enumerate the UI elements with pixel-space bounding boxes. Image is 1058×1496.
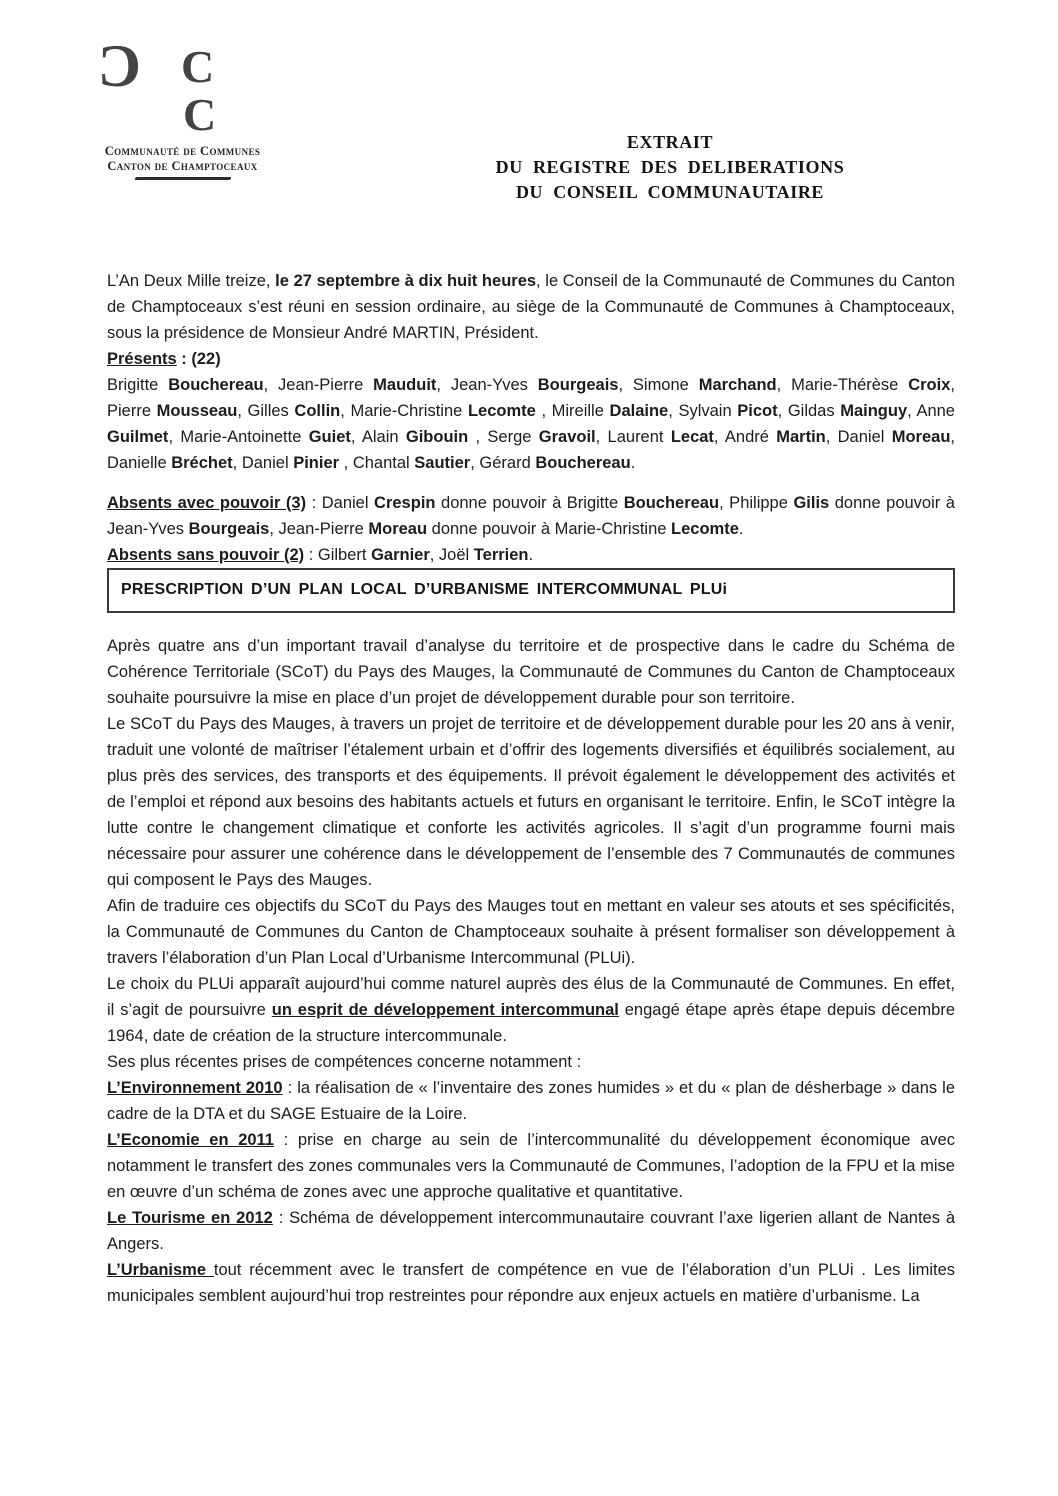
paragraph-scot-detail: Le SCoT du Pays des Mauges, à travers un projet de territoire et de développement durable pour les 20 ans à venir, traduit une volonté de maîtriser l’étalement urbain et d’offrir des logements diversifiés et équilibrés socialement, au plus près des services, des transports et des équipements. Il prévoit également le développement des activités et de l’emploi et répond aux besoins des habitants actuels et futurs en organisant le territoire. Enfin, le SCoT intègre la lutte contre le changement climatique et conforte les activités agricoles. Il s’agit d’un programme fourni mais nécessaire pour assurer une cohérence dans le développement de l’ensemble des 7 Communautés de communes qui composent le Pays des Mauges. bbox=[107, 715, 955, 889]
absents-avec-pouvoir-paragraph: Absents avec pouvoir (3) : Daniel Crespin donne pouvoir à Brigitte Bouchereau, Philippe Gilis donne pouvoir à Jean-Yves Bourgeais, Jean-Pierre Moreau donne pouvoir à Marie-Christine Lecomte. bbox=[107, 494, 955, 538]
competence-economie: L’Economie en 2011 : prise en charge au sein de l’intercommunalité du développement économique avec notamment le transfert des zones communales vers la Communauté de Communes, l’adoption de la FPU et la mise en œuvre d’un schéma de zones avec une approche qualitative et quantitative. bbox=[107, 1131, 955, 1201]
organization-name bbox=[95, 144, 270, 174]
paragraph-objectifs: Afin de traduire ces objectifs du SCoT du Pays des Mauges tout en mettant en valeur ses atouts et ses spécificités, la Communauté de Communes du Canton de Champtoceaux souhaite à présent formaliser son développement à travers l’élaboration d’un Plan Local d’Urbanisme Intercommunal (PLUi). bbox=[107, 897, 955, 967]
title-line-1: EXTRAIT bbox=[626, 132, 714, 152]
deliberation-box-title: PRESCRIPTION D’UN PLAN LOCAL D’URBANISME INTERCOMMUNAL PLUi bbox=[107, 568, 955, 613]
competence-environnement: L’Environnement 2010 : la réalisation de « l’inventaire des zones humides » et du « plan de désherbage » dans le cadre de la DTA et du SAGE Estuaire de la Loire. bbox=[107, 1079, 956, 1123]
monogram-letter: C bbox=[180, 41, 214, 92]
organization-name-line1: Communauté de Communes bbox=[104, 144, 261, 158]
presents-heading: Présents : (22) bbox=[107, 350, 221, 368]
presents-block bbox=[107, 346, 955, 476]
competence-urbanisme: L’Urbanisme tout récemment avec le transfert de compétence en vue de l’élaboration d’un PLUi . Les limites municipales semblent aujourd’hui trop restreintes pour répondre aux enjeux actuels en matière d’urbanisme. La bbox=[107, 1261, 956, 1305]
organization-name-line2: Canton de Champtoceaux bbox=[107, 159, 258, 173]
paragraph-choix-plui: Le choix du PLUi apparaît aujourd’hui comme naturel auprès des élus de la Communauté de Communes. En effet, il s’agit de poursuivre un esprit de développement intercommunal engagé étape après étape depuis décembre 1964, date de création de la structure intercommunale. bbox=[107, 975, 956, 1045]
paragraph-scot-intro: Après quatre ans d’un important travail d’analyse du territoire et de prospective dans le cadre du Schéma de Cohérence Territoriale (SCoT) du Pays des Mauges, la Communauté de Communes du Canton de Champtoceaux souhaite poursuivre la mise en place d’un projet de développement durable pour son territoire. bbox=[107, 637, 955, 707]
logo-block bbox=[95, 34, 270, 180]
ccc-monogram-icon bbox=[97, 33, 225, 140]
document-body bbox=[107, 268, 955, 1309]
paragraph-competences-intro: Ses plus récentes prises de compétences concerne notamment : bbox=[107, 1053, 582, 1071]
document-title bbox=[430, 130, 910, 205]
logo-underline-mark bbox=[134, 177, 231, 180]
monogram-letter: C bbox=[182, 89, 216, 140]
absents-sans-pouvoir-paragraph: Absents sans pouvoir (2) : Gilbert Garnier, Joël Terrien. bbox=[107, 546, 534, 564]
document-header bbox=[0, 0, 1058, 268]
monogram-letter: C bbox=[97, 33, 141, 99]
presents-names: Brigitte Bouchereau, Jean-Pierre Mauduit, Jean-Yves Bourgeais, Simone Marchand, Marie-Thérèse Croix, Pierre Mousseau, Gilles Collin, Marie-Christine Lecomte , Mireille Dalaine, Sylvain Picot, Gildas Mainguy, Anne Guilmet, Marie-Antoinette Guiet, Alain Gibouin , Serge Gravoil, Laurent Lecat, André Martin, Daniel Moreau, Danielle Bréchet, Daniel Pinier , Chantal Sautier, Gérard Bouchereau. bbox=[107, 376, 956, 472]
competence-tourisme: Le Tourisme en 2012 : Schéma de développement intercommunautaire couvrant l’axe ligerien allant de Nantes à Angers. bbox=[107, 1209, 955, 1253]
title-line-2: DU REGISTRE DES DELIBERATIONS bbox=[495, 157, 845, 177]
session-intro-paragraph: L’An Deux Mille treize, le 27 septembre à dix huit heures, le Conseil de la Communauté de Communes du Canton de Champtoceaux s’est réuni en session ordinaire, au siège de la Communauté de Communes à Champtoceaux, sous la présidence de Monsieur André MARTIN, Président. bbox=[107, 272, 955, 342]
title-line-3: DU CONSEIL COMMUNAUTAIRE bbox=[515, 182, 825, 202]
